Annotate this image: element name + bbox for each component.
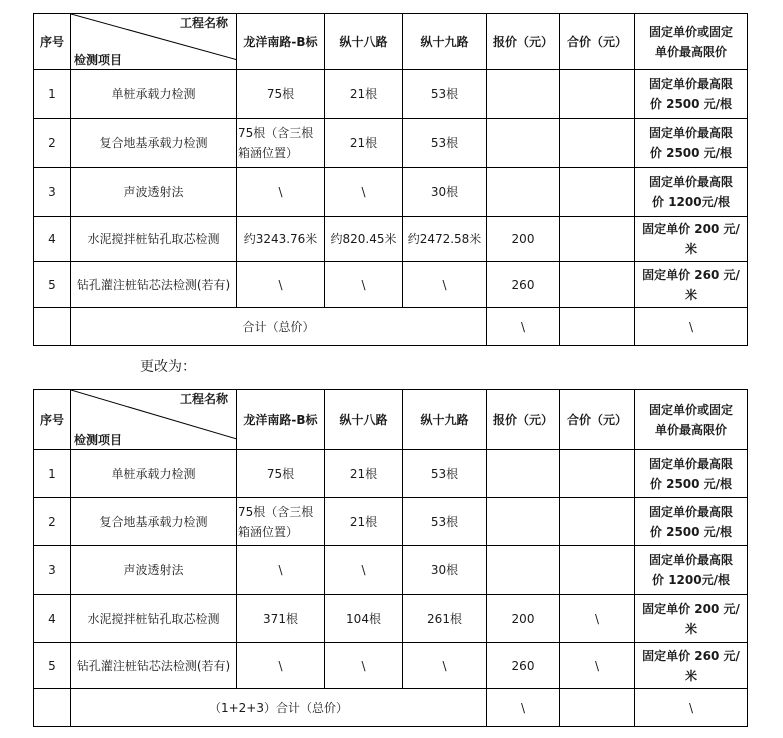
row-total: \ [560, 643, 635, 689]
row-col1: 75根（含三根箱涵位置） [237, 119, 325, 168]
row-limit-line2: 价 1200元/根 [652, 573, 730, 587]
row-seq: 4 [34, 595, 71, 643]
test-item-label: 检测项目 [74, 433, 123, 447]
row-price [487, 168, 560, 217]
row-col1: \ [237, 168, 325, 217]
row-limit [635, 546, 748, 595]
col-zong19-header: 纵十九路 [403, 390, 487, 450]
seq-header: 序号 [34, 390, 71, 450]
row-limit-line2: 价 2500 元/根 [649, 146, 733, 160]
row-col2: \ [325, 643, 403, 689]
limit-header-line1: 固定单价或固定 [648, 24, 733, 39]
row-limit-line1: 固定单价最高限 [648, 504, 733, 519]
row-col3: 53根 [403, 450, 487, 498]
row-col2: 104根 [325, 595, 403, 643]
row-col3: 53根 [403, 70, 487, 119]
row-limit-line1: 固定单价 260 元/ [642, 267, 740, 282]
row-col2: \ [325, 168, 403, 217]
row-total [560, 546, 635, 595]
change-caption: 更改为： [140, 359, 196, 375]
limit-header-line2: 单价最高限价 [654, 44, 727, 59]
row-col1: 约3243.76米 [237, 217, 325, 262]
row-item: 钻孔灌注桩钻芯法检测(若有) [71, 262, 237, 308]
diagonal-header-cell [71, 14, 237, 70]
col-longyang-header: 龙洋南路-B标 [237, 14, 325, 70]
limit-header [635, 390, 748, 450]
sum-price: \ [487, 689, 560, 727]
row-item: 单桩承载力检测 [71, 450, 237, 498]
row-limit [635, 498, 748, 546]
project-name-label: 工程名称 [179, 392, 228, 406]
project-name-label: 工程名称 [179, 16, 228, 30]
row-price: 200 [487, 595, 560, 643]
seq-header: 序号 [34, 14, 71, 70]
row-limit-line1: 固定单价最高限 [648, 175, 733, 189]
price-header: 报价（元） [487, 390, 560, 450]
row-limit [635, 168, 748, 217]
table-row [34, 546, 748, 595]
row-total [560, 70, 635, 119]
row-item: 钻孔灌注桩钻芯法检测(若有) [71, 643, 237, 689]
row-col3: \ [403, 643, 487, 689]
row-col3: 约2472.58米 [403, 217, 487, 262]
col-zong19-header: 纵十九路 [403, 14, 487, 70]
row-limit-line2: 米 [684, 242, 697, 256]
row-col2: \ [325, 546, 403, 595]
row-limit-line1: 固定单价 200 元/ [642, 601, 740, 616]
row-price [487, 70, 560, 119]
row-col2: 21根 [325, 450, 403, 498]
sum-price: \ [487, 308, 560, 346]
revised-price-table [33, 389, 748, 727]
row-price: 260 [487, 643, 560, 689]
row-limit-line2: 价 1200元/根 [652, 195, 730, 209]
row-total [560, 262, 635, 308]
col-longyang-header: 龙洋南路-B标 [237, 390, 325, 450]
header-row [34, 14, 748, 70]
row-seq: 1 [34, 450, 71, 498]
row-limit-line2: 米 [684, 621, 697, 636]
row-col1: \ [237, 643, 325, 689]
row-seq: 4 [34, 217, 71, 262]
row-col1: 371根 [237, 595, 325, 643]
header-row [34, 390, 748, 450]
row-price [487, 119, 560, 168]
table-row [34, 450, 748, 498]
row-seq: 5 [34, 643, 71, 689]
row-seq: 2 [34, 498, 71, 546]
col-zong18-header: 纵十八路 [325, 390, 403, 450]
sum-label: （1+2+3）合计（总价） [71, 689, 487, 727]
row-col3: 261根 [403, 595, 487, 643]
table-row [34, 70, 748, 119]
table-row [34, 119, 748, 168]
row-total [560, 217, 635, 262]
row-item: 复合地基承载力检测 [71, 498, 237, 546]
row-price: 260 [487, 262, 560, 308]
row-total [560, 119, 635, 168]
row-limit-line2: 米 [684, 287, 697, 302]
row-total [560, 450, 635, 498]
row-limit [635, 643, 748, 689]
row-price [487, 498, 560, 546]
sum-row [34, 689, 748, 727]
table-row [34, 262, 748, 308]
sum-seq [34, 689, 71, 727]
row-col1: 75根 [237, 450, 325, 498]
table-row [34, 643, 748, 689]
row-col3: \ [403, 262, 487, 308]
sum-total [560, 308, 635, 346]
row-total [560, 168, 635, 217]
row-total [560, 498, 635, 546]
row-item: 水泥搅拌桩钻孔取芯检测 [71, 595, 237, 643]
original-price-table [33, 13, 748, 346]
row-col1: 75根 [237, 70, 325, 119]
row-seq: 3 [34, 546, 71, 595]
row-limit [635, 119, 748, 168]
row-col2: 21根 [325, 119, 403, 168]
row-limit [635, 217, 748, 262]
row-limit-line2: 米 [684, 668, 697, 683]
row-limit [635, 70, 748, 119]
price-header: 报价（元） [487, 14, 560, 70]
row-limit-line1: 固定单价最高限 [648, 126, 733, 140]
row-limit-line1: 固定单价 200 元/ [642, 222, 740, 236]
row-limit-line2: 价 2500 元/根 [649, 97, 733, 111]
limit-header-line1: 固定单价或固定 [648, 402, 733, 417]
table-row [34, 595, 748, 643]
sum-total [560, 689, 635, 727]
total-header: 合价（元） [560, 14, 635, 70]
row-col1: \ [237, 262, 325, 308]
col-zong18-header: 纵十八路 [325, 14, 403, 70]
row-col1: \ [237, 546, 325, 595]
row-seq: 1 [34, 70, 71, 119]
row-limit-line1: 固定单价最高限 [648, 553, 733, 567]
row-col2: 约820.45米 [325, 217, 403, 262]
row-col3: 53根 [403, 498, 487, 546]
row-seq: 2 [34, 119, 71, 168]
row-item: 声波透射法 [71, 168, 237, 217]
row-col2: \ [325, 262, 403, 308]
table-row [34, 498, 748, 546]
row-col1: 75根（含三根箱涵位置） [237, 498, 325, 546]
row-col3: 30根 [403, 546, 487, 595]
row-item: 水泥搅拌桩钻孔取芯检测 [71, 217, 237, 262]
row-limit [635, 450, 748, 498]
row-seq: 5 [34, 262, 71, 308]
sum-limit: \ [635, 689, 748, 727]
row-item: 声波透射法 [71, 546, 237, 595]
row-limit [635, 595, 748, 643]
row-col3: 53根 [403, 119, 487, 168]
row-limit-line1: 固定单价 260 元/ [642, 648, 740, 663]
row-item: 单桩承载力检测 [71, 70, 237, 119]
row-price [487, 546, 560, 595]
sum-limit: \ [635, 308, 748, 346]
table-row [34, 168, 748, 217]
sum-row [34, 308, 748, 346]
row-price [487, 450, 560, 498]
row-limit-line1: 固定单价最高限 [648, 456, 733, 471]
row-col2: 21根 [325, 498, 403, 546]
row-col3: 30根 [403, 168, 487, 217]
row-item: 复合地基承载力检测 [71, 119, 237, 168]
row-seq: 3 [34, 168, 71, 217]
total-header: 合价（元） [560, 390, 635, 450]
row-limit-line2: 价 2500 元/根 [649, 524, 733, 539]
row-col2: 21根 [325, 70, 403, 119]
row-total: \ [560, 595, 635, 643]
row-limit [635, 262, 748, 308]
test-item-label: 检测项目 [74, 53, 123, 67]
row-price: 200 [487, 217, 560, 262]
row-limit-line2: 价 2500 元/根 [649, 476, 733, 491]
limit-header-line2: 单价最高限价 [654, 422, 727, 437]
limit-header [635, 14, 748, 70]
diagonal-header-cell [71, 390, 237, 450]
sum-seq [34, 308, 71, 346]
row-limit-line1: 固定单价最高限 [648, 77, 733, 91]
sum-label: 合计（总价） [71, 308, 487, 346]
table-row [34, 217, 748, 262]
